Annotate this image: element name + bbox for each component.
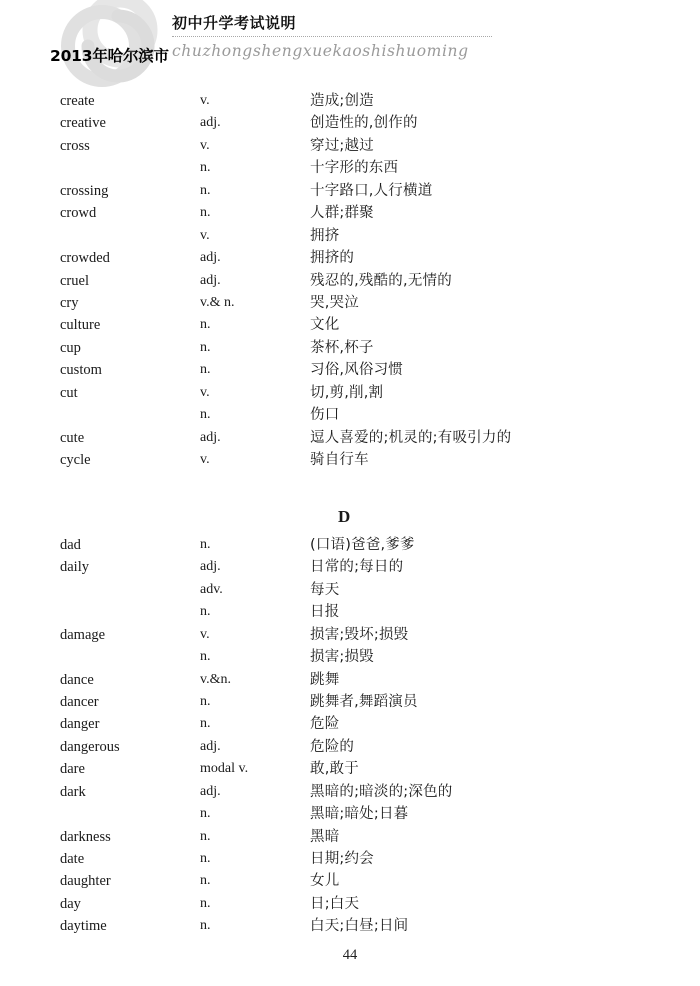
entry-definition: 习俗,风俗习惯 bbox=[310, 362, 404, 379]
entry-part-of-speech: n. bbox=[200, 339, 211, 355]
vocabulary-entry-row bbox=[60, 270, 700, 292]
entry-part-of-speech: adj. bbox=[200, 115, 221, 131]
entry-definition: 造成;创造 bbox=[310, 93, 374, 109]
vocabulary-entry-row bbox=[60, 713, 700, 735]
entry-part-of-speech: n. bbox=[200, 407, 211, 423]
entry-part-of-speech: n. bbox=[200, 649, 211, 665]
entry-part-of-speech: n. bbox=[200, 317, 211, 333]
entry-word: date bbox=[60, 851, 85, 867]
vocabulary-entry-row bbox=[60, 915, 700, 937]
vocabulary-entry-row bbox=[60, 736, 700, 758]
entry-word: daughter bbox=[60, 873, 111, 890]
entry-word: cruel bbox=[60, 272, 89, 289]
vocabulary-list bbox=[0, 90, 700, 938]
entry-part-of-speech: v. bbox=[200, 93, 210, 108]
entry-definition: 切,剪,削,割 bbox=[310, 384, 384, 401]
entry-word: cute bbox=[60, 429, 85, 446]
vocabulary-entry-row bbox=[60, 359, 700, 381]
entry-definition: 跳舞者,舞蹈演员 bbox=[310, 693, 418, 710]
vocabulary-entry-row bbox=[60, 556, 700, 578]
entry-part-of-speech: n. bbox=[200, 536, 211, 552]
entry-definition: 骑自行车 bbox=[310, 452, 369, 468]
entry-definition: 白天;白昼;日间 bbox=[310, 918, 409, 935]
vocabulary-entry-row bbox=[60, 247, 700, 269]
header-divider bbox=[172, 36, 492, 37]
entry-definition: 逗人喜爱的;机灵的;有吸引力的 bbox=[310, 429, 512, 446]
entry-part-of-speech: v.& n. bbox=[200, 294, 235, 310]
vocabulary-entry-row bbox=[60, 579, 700, 601]
entry-definition: 日常的;每日的 bbox=[310, 559, 404, 576]
vocabulary-entry-row bbox=[60, 669, 700, 691]
vocabulary-entry-row bbox=[60, 202, 700, 224]
vocabulary-entry-row bbox=[60, 870, 700, 892]
vocabulary-entry-row bbox=[60, 382, 700, 404]
entry-part-of-speech: adj. bbox=[200, 559, 221, 575]
entry-definition: 损害;损毁 bbox=[310, 649, 374, 666]
vocabulary-entry-row bbox=[60, 646, 700, 668]
entry-part-of-speech: v.&n. bbox=[200, 671, 231, 687]
entry-part-of-speech: n. bbox=[200, 160, 211, 176]
vocabulary-entry-row bbox=[60, 624, 700, 646]
vocabulary-entry-row bbox=[60, 758, 700, 780]
entry-word: crowd bbox=[60, 205, 97, 222]
entry-part-of-speech: n. bbox=[200, 828, 211, 844]
header-title-block bbox=[172, 14, 672, 60]
entry-definition: 创造性的,创作的 bbox=[310, 115, 418, 132]
entry-definition: 日;白天 bbox=[310, 895, 360, 912]
entry-part-of-speech: adj. bbox=[200, 250, 221, 266]
entry-part-of-speech: adv. bbox=[200, 581, 223, 597]
entry-definition: 文化 bbox=[310, 317, 340, 334]
entry-part-of-speech: n. bbox=[200, 693, 211, 709]
entry-definition: 黑暗 bbox=[310, 828, 340, 845]
vocabulary-entry-row bbox=[60, 781, 700, 803]
entry-word: culture bbox=[60, 317, 101, 334]
entry-word: day bbox=[60, 895, 81, 912]
vocabulary-entry-row bbox=[60, 534, 700, 556]
entry-definition: 拥挤 bbox=[310, 227, 340, 244]
entry-definition: 女儿 bbox=[310, 873, 340, 890]
vocabulary-entry-row bbox=[60, 601, 700, 623]
entry-word: darkness bbox=[60, 828, 111, 845]
vocabulary-entry-row bbox=[60, 90, 700, 112]
entry-part-of-speech: n. bbox=[200, 851, 211, 866]
entry-part-of-speech: v. bbox=[200, 137, 210, 153]
page-header bbox=[0, 0, 700, 86]
entry-part-of-speech: n. bbox=[200, 182, 211, 198]
section-c-entries bbox=[60, 90, 700, 471]
entry-word: dare bbox=[60, 761, 85, 778]
vocabulary-entry-row bbox=[60, 157, 700, 179]
entry-definition: 残忍的,残酷的,无情的 bbox=[310, 272, 452, 289]
entry-word: damage bbox=[60, 626, 106, 643]
vocabulary-entry-row bbox=[60, 314, 700, 336]
entry-word: dad bbox=[60, 536, 81, 553]
entry-part-of-speech: n. bbox=[200, 205, 211, 221]
vocabulary-entry-row bbox=[60, 135, 700, 157]
entry-definition: 跳舞 bbox=[310, 671, 340, 688]
vocabulary-entry-row bbox=[60, 427, 700, 449]
entry-word: dark bbox=[60, 783, 86, 800]
vocabulary-entry-row bbox=[60, 337, 700, 359]
vocabulary-entry-row bbox=[60, 112, 700, 134]
entry-word: creative bbox=[60, 115, 106, 132]
entry-word: custom bbox=[60, 362, 102, 379]
entry-definition: 危险的 bbox=[310, 738, 355, 755]
entry-part-of-speech: adj. bbox=[200, 272, 221, 288]
entry-word: cup bbox=[60, 339, 81, 356]
entry-word: cross bbox=[60, 137, 90, 154]
entry-part-of-speech: n. bbox=[200, 895, 211, 911]
page-footer bbox=[0, 947, 700, 964]
entry-part-of-speech: n. bbox=[200, 806, 211, 822]
masthead-year: 2013年哈尔滨市 bbox=[50, 47, 169, 65]
vocabulary-entry-row bbox=[60, 449, 700, 471]
vocabulary-entry-row bbox=[60, 803, 700, 825]
entry-word: create bbox=[60, 93, 95, 109]
section-spacer bbox=[60, 471, 700, 493]
entry-definition: 人群;群聚 bbox=[310, 205, 374, 222]
entry-word: daytime bbox=[60, 918, 107, 935]
entry-definition: 穿过;越过 bbox=[310, 137, 374, 154]
vocabulary-entry-row bbox=[60, 292, 700, 314]
entry-definition: 十字路口,人行横道 bbox=[310, 182, 433, 199]
vocabulary-entry-row bbox=[60, 225, 700, 247]
entry-part-of-speech: n. bbox=[200, 873, 211, 889]
entry-word: dancer bbox=[60, 693, 99, 710]
entry-word: dance bbox=[60, 671, 94, 688]
entry-word: daily bbox=[60, 559, 89, 576]
entry-part-of-speech: adj. bbox=[200, 783, 221, 799]
entry-definition: 伤口 bbox=[310, 407, 340, 424]
entry-definition: 黑暗的;暗淡的;深色的 bbox=[310, 783, 453, 800]
entry-definition: 敢,敢于 bbox=[310, 761, 359, 778]
entry-definition: 茶杯,杯子 bbox=[310, 339, 374, 356]
entry-part-of-speech: adj. bbox=[200, 738, 221, 754]
page-title: 初中升学考试说明 bbox=[172, 14, 297, 32]
entry-definition: 哭,哭泣 bbox=[310, 294, 359, 311]
vocabulary-entry-row bbox=[60, 893, 700, 915]
entry-definition: 拥挤的 bbox=[310, 250, 355, 267]
entry-part-of-speech: n. bbox=[200, 716, 211, 732]
vocabulary-entry-row bbox=[60, 404, 700, 426]
entry-definition: 危险 bbox=[310, 716, 340, 733]
entry-definition: 十字形的东西 bbox=[310, 160, 399, 177]
page-number: 44 bbox=[342, 947, 358, 963]
entry-word: danger bbox=[60, 716, 100, 733]
entry-word: cry bbox=[60, 294, 79, 311]
entry-word: cycle bbox=[60, 452, 91, 468]
entry-definition: (口语)爸爸,爹爹 bbox=[310, 536, 415, 553]
vocabulary-entry-row bbox=[60, 826, 700, 848]
entry-word: crowded bbox=[60, 250, 110, 267]
entry-definition: 日报 bbox=[310, 604, 340, 621]
entry-definition: 日期;约会 bbox=[310, 851, 374, 867]
entry-part-of-speech: v. bbox=[200, 227, 210, 243]
entry-part-of-speech: adj. bbox=[200, 429, 221, 445]
entry-definition: 损害;毁坏;损毁 bbox=[310, 626, 409, 643]
header-pinyin-subtitle: chuzhongshengxuekaoshishuoming bbox=[172, 41, 469, 60]
entry-word: dangerous bbox=[60, 738, 120, 755]
section-letter-heading: D bbox=[338, 506, 351, 526]
entry-word: cut bbox=[60, 384, 78, 401]
vocabulary-entry-row bbox=[60, 180, 700, 202]
vocabulary-entry-row bbox=[60, 848, 700, 870]
entry-part-of-speech: n. bbox=[200, 604, 211, 620]
entry-word: crossing bbox=[60, 182, 109, 199]
entry-part-of-speech: modal v. bbox=[200, 761, 249, 777]
section-d-entries bbox=[60, 534, 700, 938]
entry-part-of-speech: n. bbox=[200, 362, 211, 378]
entry-definition: 每天 bbox=[310, 581, 340, 598]
entry-part-of-speech: v. bbox=[200, 384, 210, 400]
entry-part-of-speech: v. bbox=[200, 626, 210, 642]
vocabulary-entry-row bbox=[60, 691, 700, 713]
entry-part-of-speech: n. bbox=[200, 918, 211, 934]
entry-part-of-speech: v. bbox=[200, 452, 210, 467]
entry-definition: 黑暗;暗处;日暮 bbox=[310, 806, 409, 823]
